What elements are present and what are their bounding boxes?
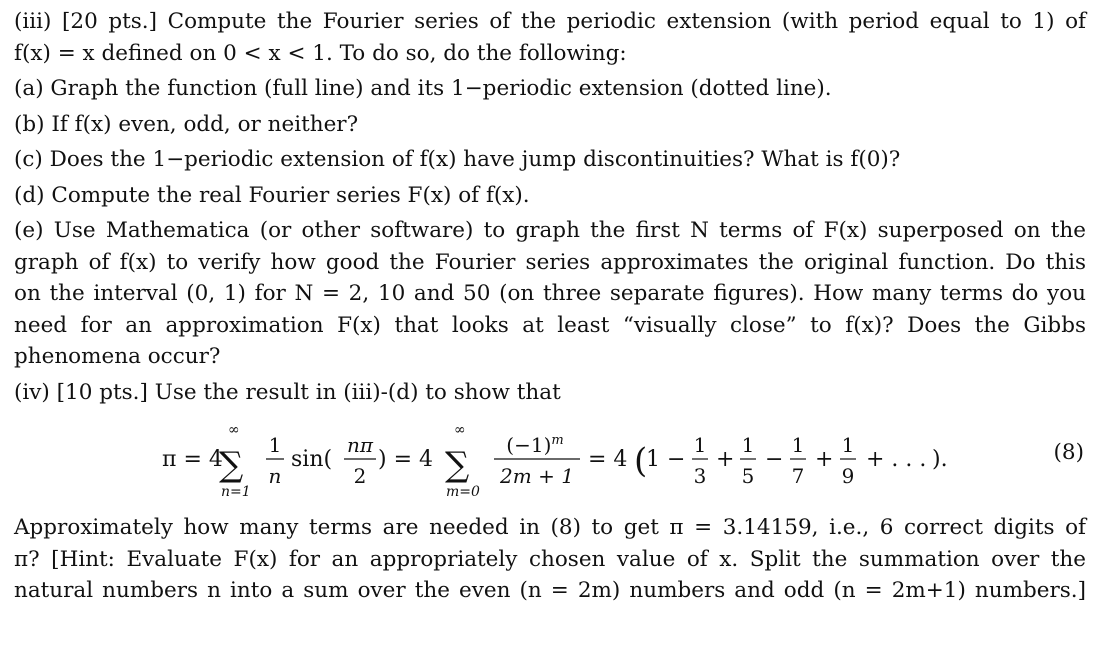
eq-frac3-num <box>506 433 563 457</box>
eq-lhs: π = 4 <box>162 447 223 472</box>
part-e-line-5: phenomena occur? <box>14 344 221 369</box>
eq-frac1-den: n <box>268 464 282 488</box>
eq-frac3-num-base: (−1) <box>506 433 552 457</box>
part-a: (a) Graph the function (full line) and its 1−periodic extension (dotted line). <box>14 76 832 101</box>
closing-line-2: π? [Hint: Evaluate F(x) for an appropriately chosen value of x. Split the summation over the <box>14 546 1086 572</box>
part-e-line-3: on the interval (0, 1) for N = 2, 10 and 50 (on three separate figures). How many terms do you <box>14 281 1086 306</box>
equation-8 <box>14 410 1086 508</box>
eq-t9-num: 1 <box>841 433 855 457</box>
eq-frac3-den: 2m + 1 <box>500 464 574 488</box>
eq-one: 1 − <box>646 447 686 472</box>
eq-t9-den: 9 <box>841 464 855 488</box>
eq-sum2-top: ∞ <box>454 422 466 438</box>
equation-svg <box>14 410 1014 508</box>
eq-tail: + . . . <box>866 447 927 472</box>
eq-t3-den: 3 <box>693 464 707 488</box>
eq-t5-den: 5 <box>741 464 755 488</box>
eq-frac3-num-sup: m <box>551 433 564 448</box>
part-b: (b) If f(x) even, odd, or neither? <box>14 111 359 137</box>
problem-text <box>14 6 1086 607</box>
eq-t7-num: 1 <box>791 433 805 457</box>
eq-sum1-bottom: n=1 <box>221 484 251 500</box>
problem-iv-line-1: (iv) [10 pts.] Use the result in (iii)-(d) to show that <box>14 379 561 405</box>
eq-minus1: − <box>765 447 784 472</box>
part-e-line-1: (e) Use Mathematica (or other software) to graph the first N terms of F(x) superposed on the <box>14 218 1086 243</box>
eq-t7-den: 7 <box>791 464 805 488</box>
closing-line-1: Approximately how many terms are needed in (8) to get π = 3.14159, i.e., 6 correct digits of <box>14 515 1086 540</box>
eq-plus2: + <box>815 447 834 472</box>
eq-sum2-sigma: ∑ <box>445 445 470 485</box>
eq-t3-num: 1 <box>693 433 707 457</box>
eq-close: ). <box>932 447 948 472</box>
eq-sum1-sigma: ∑ <box>219 445 244 485</box>
eq-eq4: = 4 <box>588 447 628 472</box>
eq-plus1: + <box>716 447 735 472</box>
eq-t5-num: 1 <box>741 433 755 457</box>
eq-close-eq4: ) = 4 <box>378 447 433 472</box>
part-e-line-2: graph of f(x) to verify how good the Fourier series approximates the original function. Do this <box>14 249 1086 275</box>
problem-iii-line-1: (iii) [20 pts.] Compute the Fourier series of the periodic extension (with period equal to 1) of <box>14 9 1086 34</box>
closing-line-3: natural numbers n into a sum over the even (n = 2m) numbers and odd (n = 2m+1) numbers.] <box>14 578 1086 603</box>
eq-frac1-num: 1 <box>268 433 282 457</box>
problem-iii-line-2: f(x) = x defined on 0 < x < 1. To do so, do the following: <box>14 40 627 66</box>
eq-sum1-top: ∞ <box>228 422 240 438</box>
eq-sin: sin( <box>291 447 333 472</box>
eq-frac2-num: nπ <box>346 433 374 457</box>
part-d: (d) Compute the real Fourier series F(x) of f(x). <box>14 182 530 208</box>
eq-frac2-den: 2 <box>353 464 367 488</box>
part-c: (c) Does the 1−periodic extension of f(x) have jump discontinuities? What is f(0)? <box>14 147 901 172</box>
part-e-line-4: need for an approximation F(x) that looks at least “visually close” to f(x)? Does the Gibbs <box>14 312 1086 338</box>
eq-sum2-bottom: m=0 <box>446 484 480 500</box>
equation-number: (8) <box>1053 440 1084 465</box>
eq-open-paren: ( <box>634 441 648 481</box>
